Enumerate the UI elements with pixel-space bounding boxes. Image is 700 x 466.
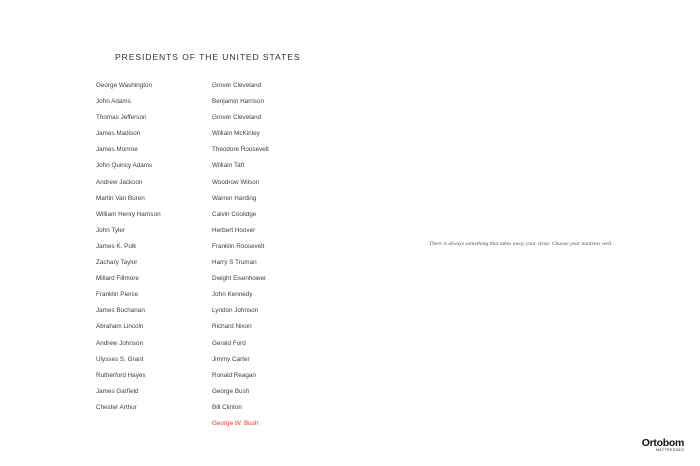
president-name: Calvin Coolidge bbox=[212, 210, 257, 218]
president-name: John Adams bbox=[96, 98, 131, 106]
president-name: Grover Cleveland bbox=[212, 114, 262, 122]
president-name: John Quincy Adams bbox=[96, 162, 153, 170]
president-name: Andrew Johnson bbox=[96, 339, 144, 347]
president-name: Jimmy Carter bbox=[212, 355, 250, 363]
logo-subtitle: MATTRESSES bbox=[655, 448, 684, 452]
president-name: Martin Van Buren bbox=[96, 194, 145, 202]
page-title: PRESIDENTS OF THE UNITED STATES bbox=[115, 52, 301, 62]
tagline: There is always something that takes away your sleep. Choose your mattress well. bbox=[429, 241, 613, 247]
president-name: Franklin Roosevelt bbox=[212, 242, 265, 250]
president-name: Millard Fillmore bbox=[96, 275, 139, 283]
president-name: James Garfield bbox=[96, 387, 139, 395]
president-name: John Kennedy bbox=[212, 291, 253, 299]
logo-wordmark: Ortobom bbox=[641, 437, 684, 449]
president-name: Lyndon Johnson bbox=[212, 307, 259, 315]
president-name: Benjamin Harrison bbox=[212, 98, 265, 106]
president-name: George Bush bbox=[212, 387, 250, 395]
president-name: Andrew Jackson bbox=[96, 178, 143, 186]
president-name: Woodrow Wilson bbox=[212, 178, 260, 186]
president-name: Bill Clinton bbox=[212, 403, 242, 411]
president-name: James K. Polk bbox=[96, 242, 137, 250]
president-name-highlighted: George W. Bush bbox=[212, 419, 259, 427]
president-name: John Tyler bbox=[96, 226, 126, 234]
president-name: Grover Cleveland bbox=[212, 82, 262, 89]
president-name: Thomas Jefferson bbox=[96, 114, 147, 122]
president-name: Franklin Pierce bbox=[96, 291, 139, 299]
presidents-list-left bbox=[96, 80, 166, 418]
president-name: James Buchanan bbox=[96, 307, 145, 315]
president-name: Chester Arthur bbox=[96, 403, 137, 411]
president-name: Abraham Lincoln bbox=[96, 323, 144, 331]
president-name: Ulysses S. Grant bbox=[96, 355, 144, 363]
president-name: Zachary Taylor bbox=[96, 259, 138, 267]
president-name: Rutherford Hayes bbox=[96, 371, 146, 379]
president-name: James Monroe bbox=[96, 146, 138, 154]
president-name: Theodore Roosevelt bbox=[212, 146, 269, 154]
president-name: James Madison bbox=[96, 130, 141, 138]
president-name: William McKinley bbox=[212, 130, 260, 138]
ortobom-logo bbox=[632, 438, 684, 453]
president-name: William Taft bbox=[212, 162, 245, 170]
president-name: Richard Nixon bbox=[212, 323, 252, 331]
president-name: William Henry Harrison bbox=[96, 210, 161, 218]
president-name: Herbert Hoover bbox=[212, 226, 256, 234]
president-name: Dwight Eisenhower bbox=[212, 275, 267, 283]
president-name: George Washington bbox=[96, 82, 152, 89]
president-name: Gerald Ford bbox=[212, 339, 246, 347]
president-name: Warren Harding bbox=[212, 194, 257, 202]
presidents-list-right bbox=[212, 80, 273, 434]
president-name: Ronald Reagan bbox=[212, 371, 256, 379]
president-name: Harry S Truman bbox=[212, 259, 257, 267]
